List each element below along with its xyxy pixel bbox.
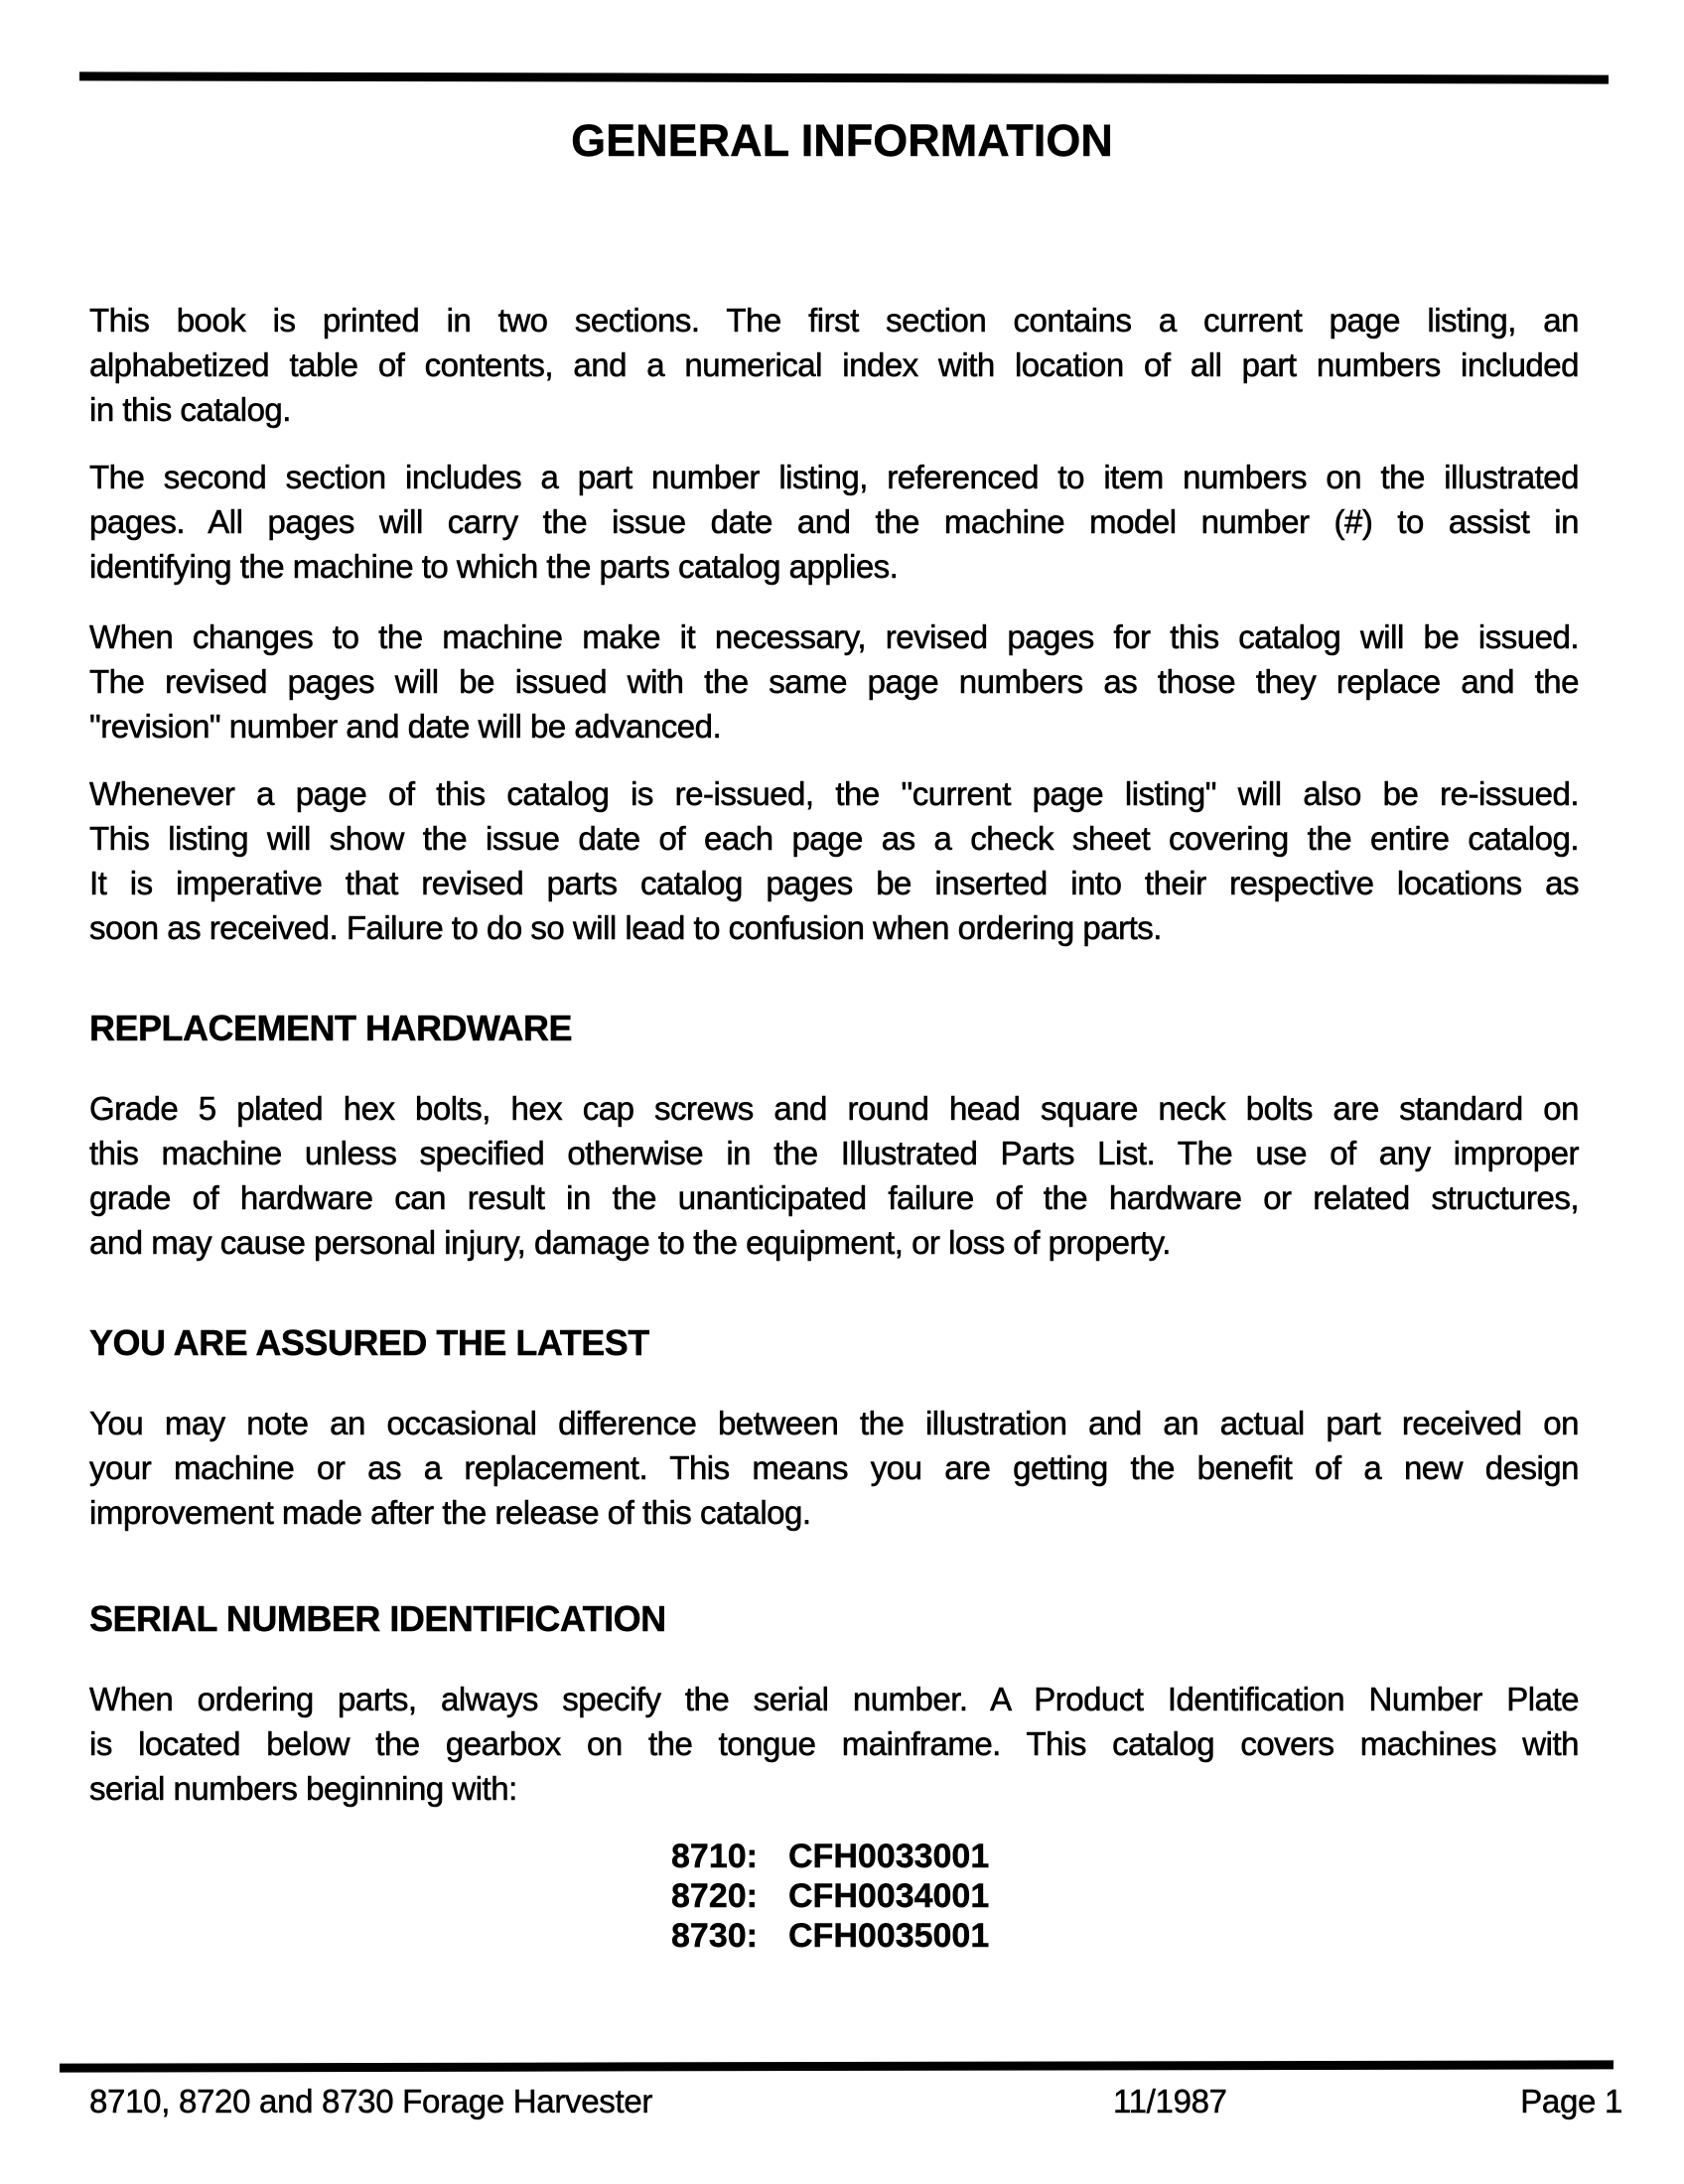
page-footer [0,2083,1684,2132]
text-line: "revision" number and date will be advanced. [89,708,722,745]
text-line: This listing will show the issue date of each page as a check sheet covering the entire catalog. [89,820,1579,857]
serial-row [671,1876,989,1916]
footer-rule [60,2060,1614,2072]
section-heading-replacement-hardware: REPLACEMENT HARDWARE [89,1008,573,1048]
serial-model: 8710: [671,1838,758,1875]
text-line: pages. All pages will carry the issue date and the machine model number (#) to assist in [89,503,1579,540]
intro-paragraph-4 [89,771,1579,950]
page-title: GENERAL INFORMATION [571,115,1113,166]
serial-row [671,1916,989,1956]
footer-model-title: 8710, 8720 and 8730 Forage Harvester [89,2083,653,2119]
section-heading-serial-number: SERIAL NUMBER IDENTIFICATION [89,1598,666,1639]
text-line: soon as received. Failure to do so will lead to confusion when ordering parts. [89,909,1162,946]
serial-number: CFH0033001 [788,1838,990,1875]
footer-issue-date: 11/1987 [1113,2083,1227,2119]
intro-paragraph-2 [89,455,1579,589]
text-line: When changes to the machine make it necessary, revised pages for this catalog will be issued. [89,618,1579,655]
serial-number-paragraph [89,1677,1579,1811]
text-line: When ordering parts, always specify the serial number. A Product Identification Number Plate [89,1681,1579,1717]
text-line: Whenever a page of this catalog is re-issued, the "current page listing" will also be re-issued. [89,775,1579,812]
replacement-hardware-paragraph [89,1086,1579,1265]
text-line: identifying the machine to which the parts catalog applies. [89,548,899,585]
text-line: in this catalog. [89,391,291,428]
intro-paragraph-1 [89,298,1579,432]
serial-number-list [671,1837,989,1956]
text-line: serial numbers beginning with: [89,1770,517,1807]
text-line: It is imperative that revised parts catalog pages be inserted into their respective locations as [89,865,1579,901]
text-line: Grade 5 plated hex bolts, hex cap screws and round head square neck bolts are standard on [89,1090,1579,1127]
section-heading-you-are-assured: YOU ARE ASSURED THE LATEST [89,1322,649,1363]
text-line: alphabetized table of contents, and a numerical index with location of all part numbers included [89,346,1579,383]
text-line: The revised pages will be issued with the same page numbers as those they replace and the [89,663,1579,700]
text-line: is located below the gearbox on the tongue mainframe. This catalog covers machines with [89,1725,1579,1762]
serial-model: 8730: [671,1917,758,1955]
text-line: The second section includes a part number listing, referenced to item numbers on the illustrated [89,459,1579,495]
text-line: This book is printed in two sections. The first section contains a current page listing, an [89,302,1579,339]
text-line: this machine unless specified otherwise in the Illustrated Parts List. The use of any improper [89,1135,1579,1171]
text-line: your machine or as a replacement. This means you are getting the benefit of a new design [89,1449,1579,1486]
serial-model: 8720: [671,1877,758,1915]
text-line: grade of hardware can result in the unanticipated failure of the hardware or related structures, [89,1179,1579,1216]
serial-number: CFH0034001 [788,1877,990,1915]
serial-row [671,1837,989,1876]
intro-paragraph-3 [89,614,1579,749]
text-line: improvement made after the release of this catalog. [89,1494,811,1531]
text-line: and may cause personal injury, damage to the equipment, or loss of property. [89,1224,1171,1261]
top-rule [79,71,1609,83]
you-are-assured-paragraph [89,1401,1579,1535]
footer-page-number: Page 1 [1520,2083,1622,2119]
serial-number: CFH0035001 [788,1917,990,1955]
text-line: You may note an occasional difference between the illustration and an actual part received on [89,1405,1579,1441]
